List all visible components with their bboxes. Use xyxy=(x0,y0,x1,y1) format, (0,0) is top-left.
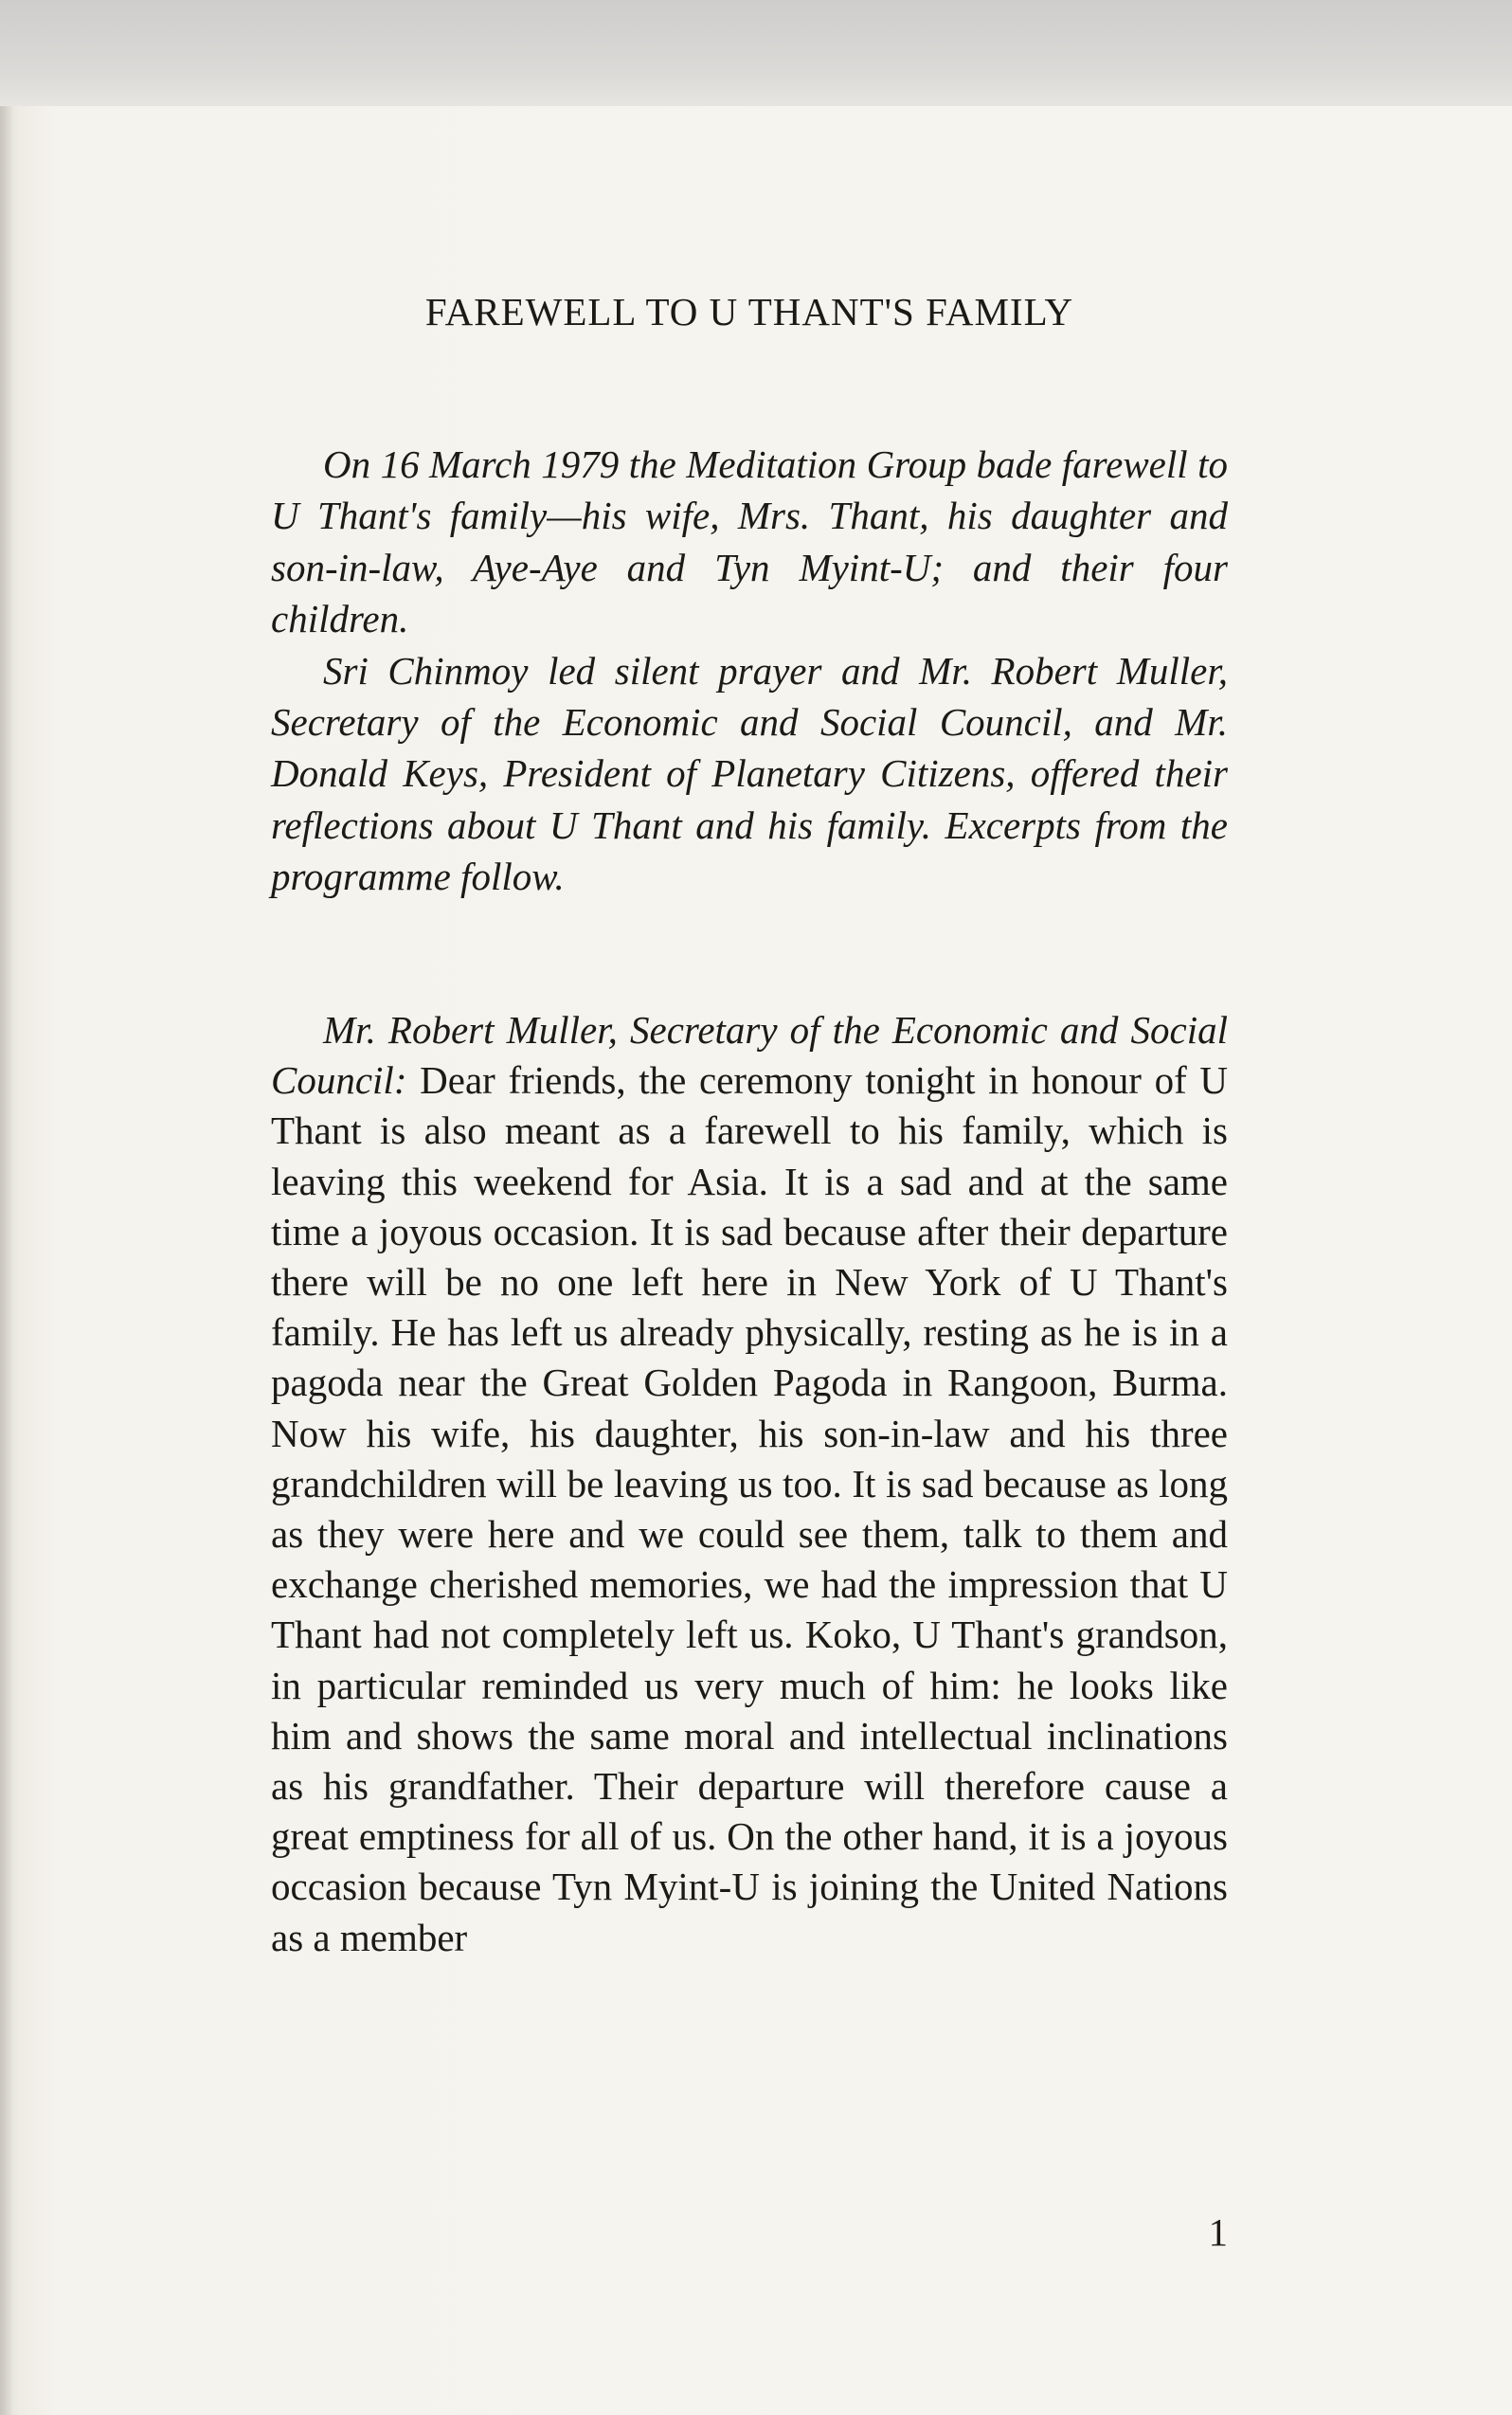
speaker-name: Mr. Robert Muller, Secretary of the Economic and Social Council: xyxy=(271,1008,1228,1103)
introduction xyxy=(271,439,1228,903)
speech-paragraph xyxy=(271,1005,1228,1963)
chapter-title: FAREWELL TO U THANT'S FAMILY xyxy=(424,290,1074,333)
speech-excerpt xyxy=(271,1005,1228,1963)
page-gutter-shadow xyxy=(0,106,13,2415)
page-number: 1 xyxy=(1208,2210,1228,2254)
intro-paragraph: Sri Chinmoy led silent prayer and Mr. Robert Muller, Secretary of the Economic and Social Council, and Mr. Donald Keys, President of Planetary Citizens, offered their reflections about U Thant and his family. Excerpts from the programme follow. xyxy=(271,648,1228,899)
intro-paragraph: On 16 March 1979 the Meditation Group bade farewell to U Thant's family—his wife, Mrs. Thant, his daughter and son-in-law, Aye-Aye and Tyn Myint-U; and their four children. xyxy=(271,442,1228,641)
speech-text: Dear friends, the ceremony tonight in honour of U Thant is also meant as a farewell to his family, which is leaving this weekend for Asia. It is a sad and at the same time a joyous occasion. It is sad because after their departure there will be no one left here in New York of U Thant's family. He has left us already physically, resting as he is in a pagoda near the Great Golden Pagoda in Rangoon, Burma. Now his wife, his daughter, his son-in-law and his three grandchildren will be leaving us too. It is sad because as long as they were here and we could see them, talk to them and exchange cherished memories, we had the impression that U Thant had not completely left us. Koko, U Thant's grandson, in particular reminded us very much of him: he looks like him and shows the same moral and intellectual inclinations as his grandfather. Their departure will therefore cause a great emptiness for all of us. On the other hand, it is a joyous occasion because Tyn Myint-U is joining the United Nations as a member xyxy=(271,1058,1228,1959)
scan-top-strip xyxy=(0,0,1512,106)
